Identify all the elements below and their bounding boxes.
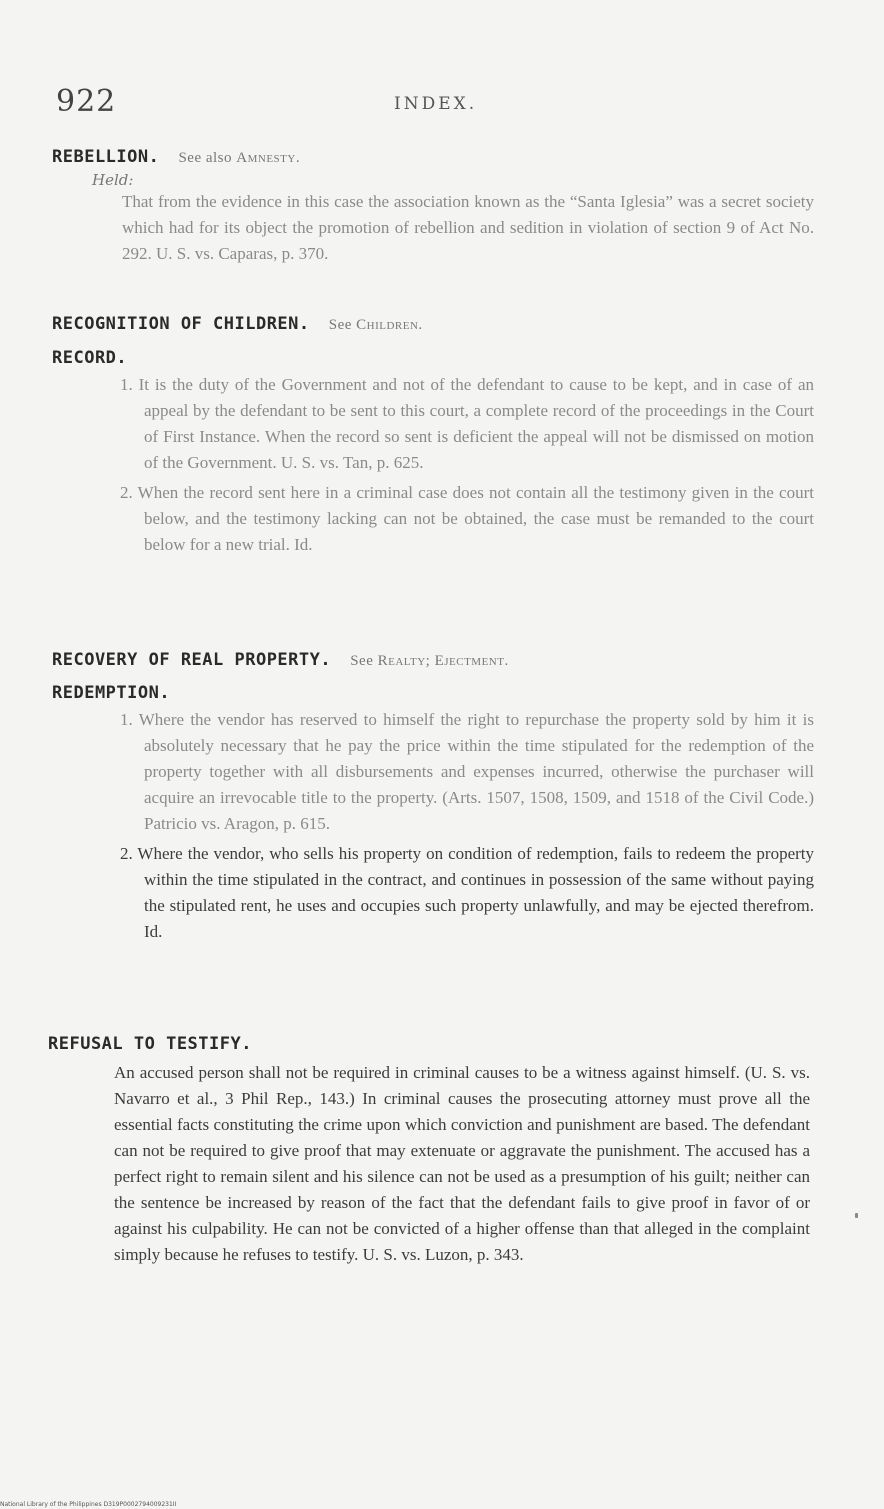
- see-target: Realty; Ejectment.: [377, 653, 509, 669]
- page-number: 922: [56, 84, 117, 119]
- entry-paragraph: An accused person shall not be required in criminal causes to be a witness against himself. (U. S. vs. Navarro et al., 3 Phil Rep., 143.) In criminal causes the prosecuting attorney must prove all the essential facts constituting the crime upon which conviction and punishment are based. The defendant can not be required to give proof that may extenuate or aggravate the punishment. The accused has a perfect right to remain silent and his silence can not be used as a presumption of his guilt; neither can the sentence be increased by reason of the fact that the defendant fails to give proof in favor of or against his culpability. He can not be convicted of a higher offense than that alleged in the complaint simply because he refuses to testify. U. S. vs. Luzon, p. 343.: [114, 1063, 810, 1264]
- entry-redemption: [52, 683, 822, 945]
- see-target: Children.: [356, 317, 423, 333]
- entry-heading: RECORD.: [52, 348, 128, 368]
- see-reference: [178, 150, 300, 166]
- page-header: [0, 84, 884, 124]
- entry-paragraph: 1. Where the vendor has reserved to himself the right to repurchase the property sold by him it is absolutely necessary that he pay the price within the time stipulated for the redemption of the property together with all disbursements and expenses incurred, otherwise the purchaser will acquire an irrevocable title to the property. (Arts. 1507, 1508, 1509, and 1518 of the Civil Code.) Patricio vs. Aragon, p. 615.: [120, 710, 814, 833]
- held-label: Held:: [92, 171, 134, 189]
- entry-heading: REFUSAL TO TESTIFY.: [48, 1034, 252, 1054]
- entry-rebellion: [52, 147, 822, 267]
- see-target: Amnesty.: [236, 150, 301, 166]
- running-head: INDEX.: [394, 94, 478, 114]
- entry-paragraph: 2. When the record sent here in a criminal case does not contain all the testimony given in the court below, and the testimony lacking can not be obtained, the case must be remanded to the court below for a new trial. Id.: [120, 483, 814, 554]
- see-prefix: See: [328, 317, 352, 333]
- entry-recognition-of-children: [52, 314, 822, 334]
- entry-paragraph: 1. It is the duty of the Government and not of the defendant to cause to be kept, and in case of an appeal by the defendant to be sent to this court, a complete record of the proceedings in the Court of First Instance. When the record so sent is deficient the appeal will not be dismissed on motion of the Government. U. S. vs. Tan, p. 625.: [120, 375, 814, 472]
- see-prefix: See: [350, 653, 374, 669]
- entry-record: [52, 348, 822, 558]
- entry-recovery-of-real-property: [52, 650, 822, 670]
- see-reference: [329, 317, 423, 333]
- entry-heading: RECOGNITION OF CHILDREN.: [52, 314, 310, 334]
- entry-heading: REDEMPTION.: [52, 683, 171, 703]
- entry-refusal-to-testify: [48, 1034, 818, 1268]
- see-reference: [350, 653, 509, 669]
- see-prefix: See also: [178, 150, 233, 166]
- scan-footer: National Library of the Philippines D319P0002794009231II: [0, 1501, 177, 1508]
- entry-heading: RECOVERY OF REAL PROPERTY.: [52, 650, 332, 670]
- entry-paragraph: 2. Where the vendor, who sells his property on condition of redemption, fails to redeem the property within the time stipulated in the contract, and continues in possession of the same without paying the stipulated rent, he uses and occupies such property unlawfully, and may be ejected therefrom. Id.: [120, 844, 814, 941]
- entry-paragraph: That from the evidence in this case the association known as the “Santa Iglesia” was a secret society which had for its object the promotion of rebellion and sedition in violation of section 9 of Act No. 292. U. S. vs. Caparas, p. 370.: [122, 192, 814, 263]
- scan-speck: [855, 1213, 858, 1218]
- entry-heading: REBELLION.: [52, 147, 160, 167]
